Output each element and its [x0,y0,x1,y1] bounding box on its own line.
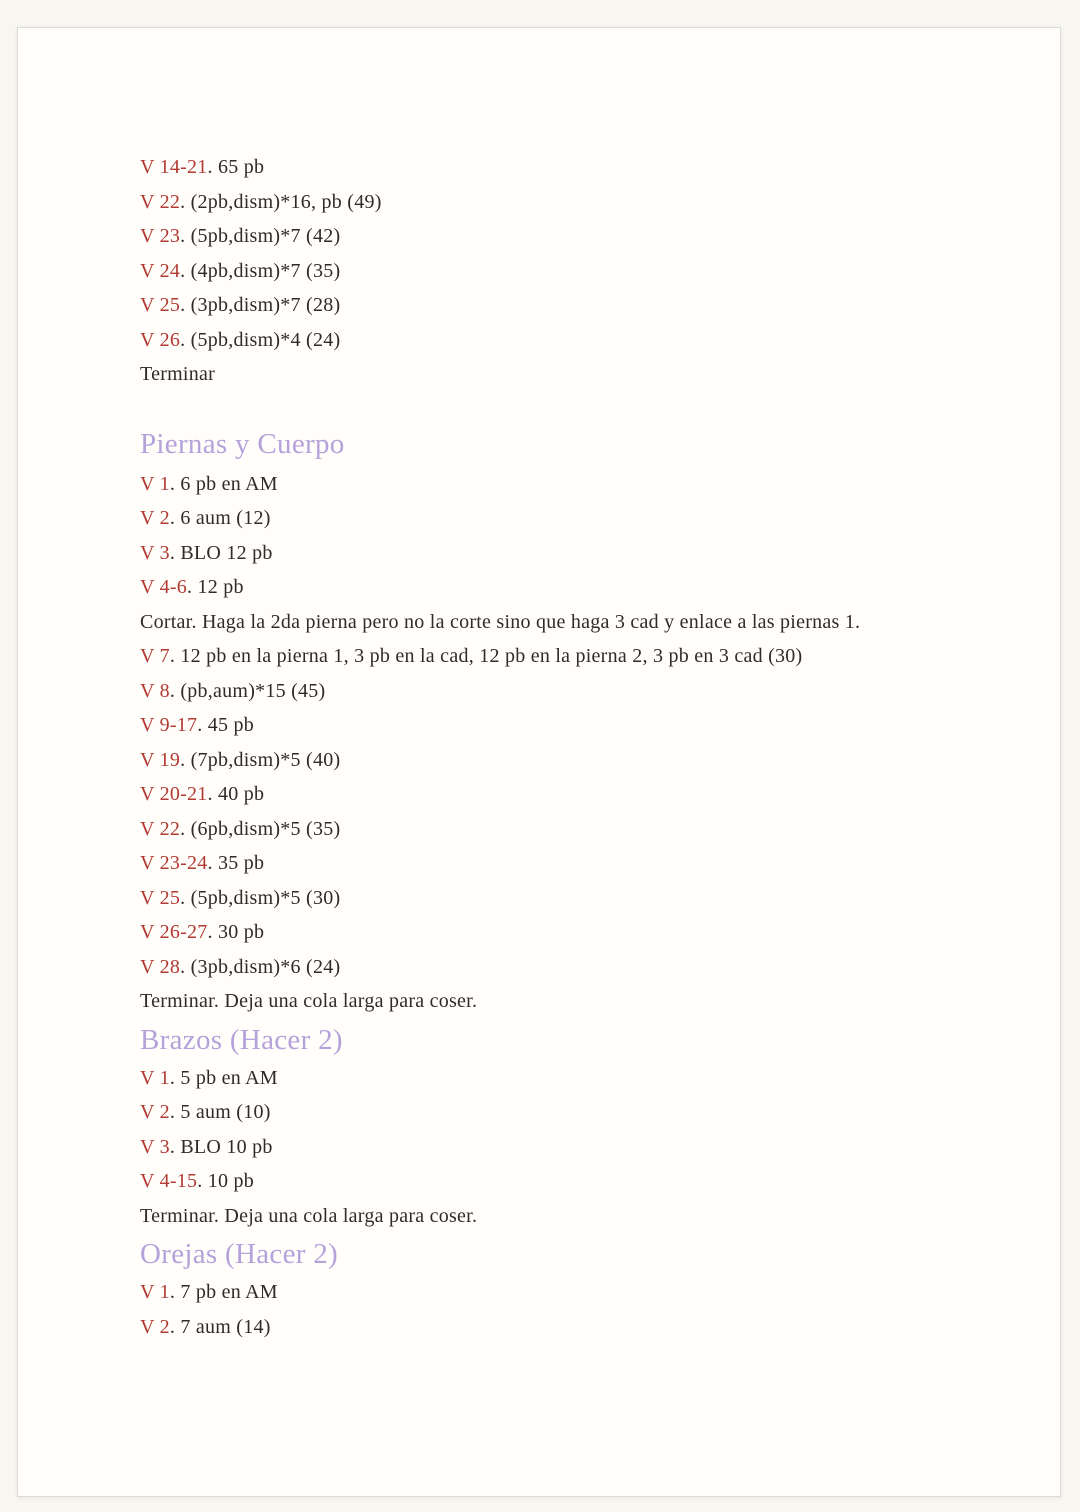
row-text: (3pb,dism)*6 (24) [190,955,341,978]
row-text: (4pb,dism)*7 (35) [190,259,341,282]
row-label-separator: . [169,1135,181,1158]
row-text: 5 aum (10) [180,1101,271,1123]
row-label-separator: . [207,852,218,874]
row-label-separator: . [169,1281,181,1303]
row-label: V 2 [140,507,170,529]
pattern-row [140,288,1005,323]
section-heading: Orejas (Hacer 2) [140,1238,339,1270]
row-text: 45 pb [207,714,254,736]
pattern-row [140,743,1005,778]
pattern-note-row [140,605,1005,640]
row-label: V 3 [140,1135,170,1158]
pattern-row [140,1061,1005,1096]
row-label-separator: . [207,783,218,805]
pattern-section [140,1019,1005,1234]
pattern-row [140,219,1005,254]
pattern-section [140,423,1005,1019]
row-text: 65 pb [218,156,265,178]
row-label-separator: . [180,748,191,771]
pattern-row [140,1275,1005,1310]
row-label-separator: . [180,225,191,247]
row-label: V 23 [140,225,181,247]
row-label-separator: . [169,1101,181,1123]
row-text: 6 aum (12) [180,507,271,529]
pattern-row [140,1095,1005,1130]
pattern-row [140,467,1005,502]
row-text: (pb,aum)*15 (45) [180,679,326,702]
pattern-row [140,708,1005,743]
row-label-separator: . [180,886,191,909]
row-text: 7 pb en AM [180,1281,278,1303]
pattern-row [140,501,1005,536]
row-label-separator: . [197,1170,208,1192]
row-text: 30 pb [218,921,265,943]
row-text: (5pb,dism)*5 (30) [190,886,341,909]
row-label-separator: . [180,817,191,840]
row-text: (6pb,dism)*5 (35) [190,817,341,840]
row-label: V 24 [140,259,181,282]
row-label-separator: . [169,645,181,667]
row-label: V 26-27 [140,921,208,943]
pattern-row [140,185,1005,220]
row-text: 6 pb en AM [180,472,278,495]
row-label: V 23-24 [140,852,208,874]
pattern-row [140,881,1005,916]
row-text: (7pb,dism)*5 (40) [190,748,341,771]
row-text: 12 pb [197,576,244,598]
row-label: V 3 [140,541,170,564]
row-label: V 14-21 [140,156,208,178]
row-label: V 25 [140,294,181,316]
row-text: 35 pb [218,852,265,874]
row-label-separator: . [169,1315,181,1338]
pattern-note-row [140,357,1005,392]
section-heading: Brazos (Hacer 2) [140,1023,343,1056]
row-label-separator: . [169,541,181,564]
row-label: V 22 [140,817,181,840]
row-text: (2pb,dism)*16, pb (49) [190,190,382,213]
pattern-row [140,1310,1005,1345]
pattern-row [140,570,1005,605]
pattern-row [140,915,1005,950]
row-label-separator: . [169,679,181,702]
row-label: V 2 [140,1101,170,1123]
row-text: 40 pb [218,783,265,805]
pattern-row [140,674,1005,709]
row-label: V 26 [140,328,181,351]
row-text: 10 pb [207,1170,254,1192]
row-text: 5 pb en AM [180,1066,278,1089]
row-text: Terminar. Deja una cola larga para coser. [140,990,478,1012]
pattern-note-row [140,984,1005,1019]
row-label-separator: . [180,328,191,351]
row-label: V 2 [140,1315,170,1338]
row-label-separator: . [207,156,218,178]
pattern-row [140,846,1005,881]
pattern-row [140,1164,1005,1199]
row-text: (3pb,dism)*7 (28) [190,294,341,316]
row-label: V 4-6 [140,576,187,598]
row-label-separator: . [180,190,191,213]
pattern-row [140,950,1005,985]
row-label-separator: . [180,955,191,978]
pattern-row [140,323,1005,358]
row-label: V 8 [140,679,170,702]
row-label-separator: . [197,714,208,736]
pattern-row [140,812,1005,847]
row-label: V 1 [140,472,170,495]
pattern-row [140,777,1005,812]
pattern-row [140,536,1005,571]
row-label-separator: . [169,507,181,529]
pattern-content [140,150,1005,1344]
row-label: V 28 [140,955,181,978]
row-label: V 1 [140,1281,170,1303]
row-text: Cortar. Haga la 2da pierna pero no la corte sino que haga 3 cad y enlace a las piernas 1. [140,610,861,633]
pattern-row [140,639,1005,674]
row-label: V 9-17 [140,714,198,736]
row-label: V 4-15 [140,1170,198,1192]
row-label: V 1 [140,1066,170,1089]
row-text: 7 aum (14) [180,1315,271,1338]
row-label: V 19 [140,748,181,771]
pattern-note-row [140,1199,1005,1234]
pattern-section [140,1233,1005,1344]
pattern-section [140,150,1005,392]
row-label-separator: . [187,576,198,598]
row-text: Terminar. Deja una cola larga para coser. [140,1204,478,1227]
pattern-row [140,254,1005,289]
row-label-separator: . [180,259,191,282]
pattern-row [140,1130,1005,1165]
row-text: (5pb,dism)*7 (42) [190,225,341,247]
row-label: V 25 [140,886,181,909]
row-label: V 7 [140,645,170,667]
pattern-row [140,150,1005,185]
section-heading: Piernas y Cuerpo [140,427,345,460]
row-label-separator: . [169,1066,181,1089]
row-label-separator: . [180,294,191,316]
row-label-separator: . [169,472,181,495]
pattern-page [17,27,1061,1497]
row-text: BLO 10 pb [180,1135,273,1158]
row-text: Terminar [140,363,216,385]
row-label: V 20-21 [140,783,208,805]
row-text: 12 pb en la pierna 1, 3 pb en la cad, 12 pb en la pierna 2, 3 pb en 3 cad (30) [180,645,803,667]
row-label-separator: . [207,921,218,943]
row-text: (5pb,dism)*4 (24) [190,328,341,351]
row-text: BLO 12 pb [180,541,273,564]
row-label: V 22 [140,190,181,213]
